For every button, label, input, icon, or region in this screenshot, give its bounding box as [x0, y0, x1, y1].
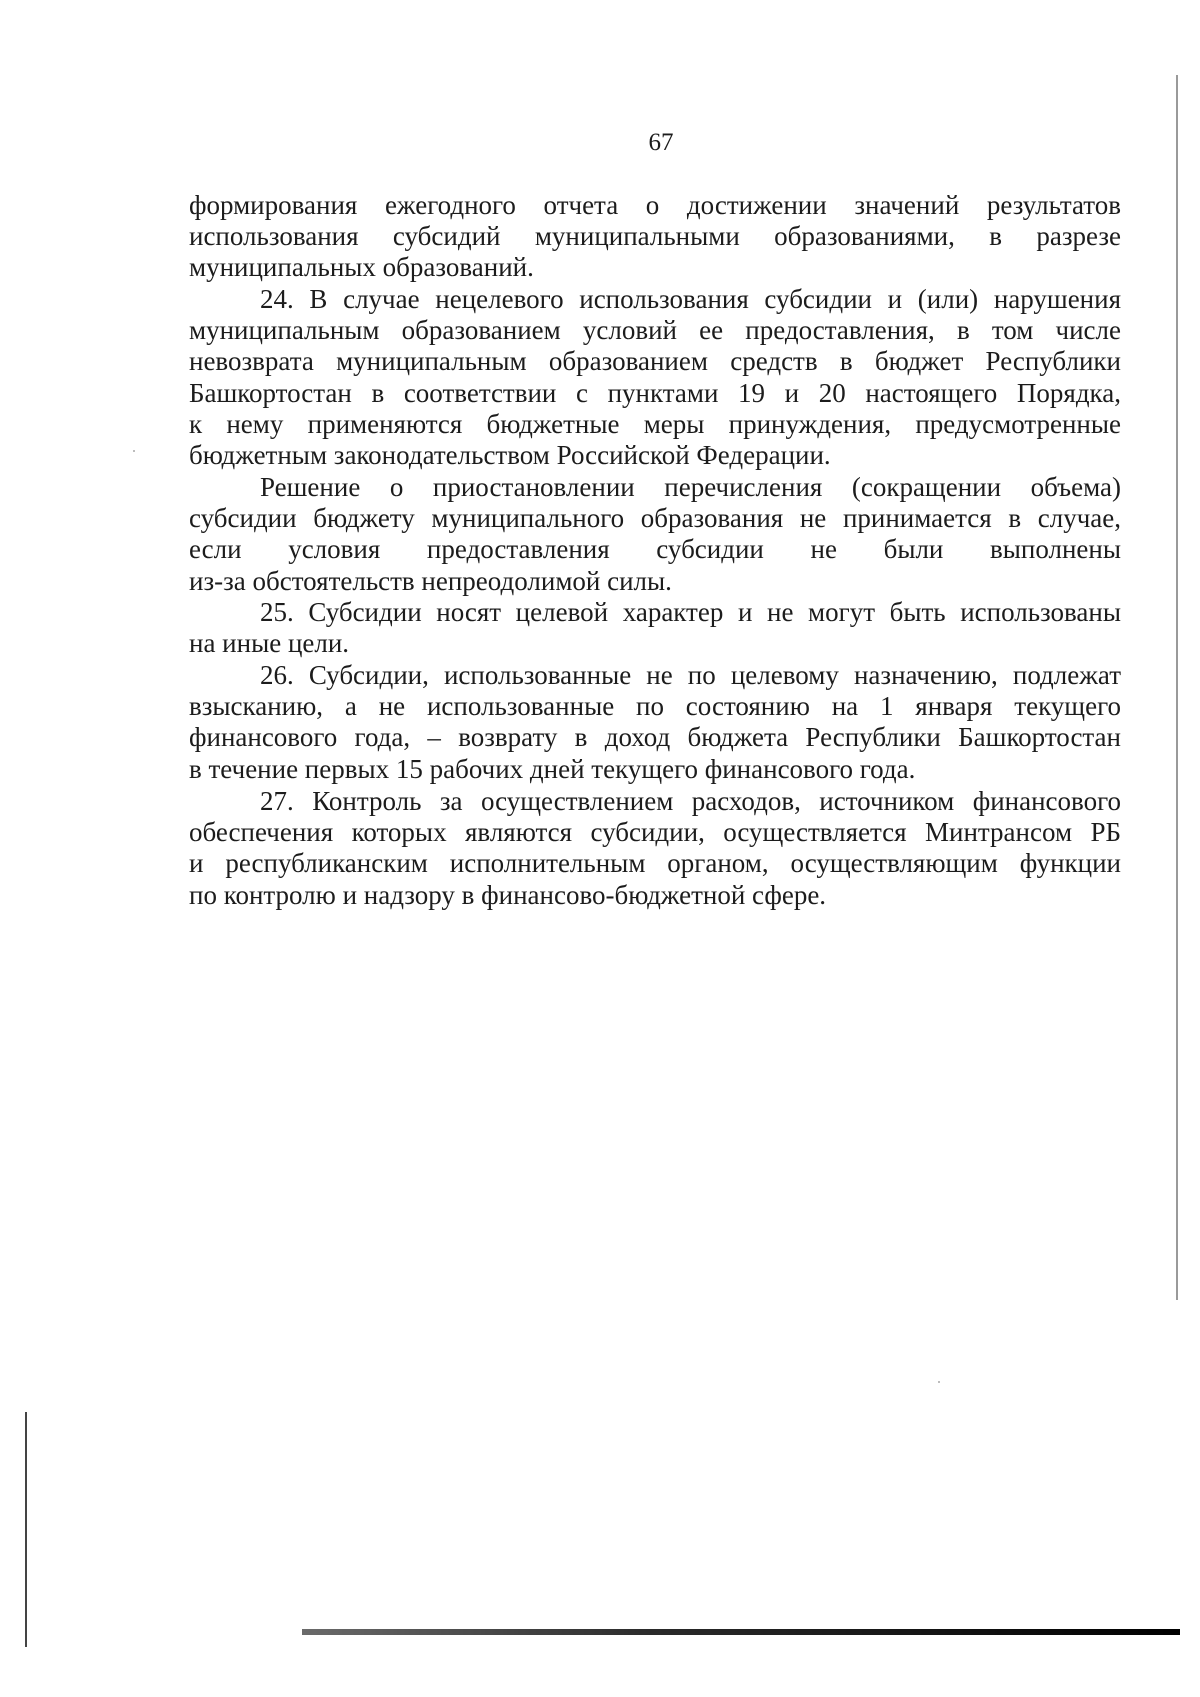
- paragraph-26-line-3: финансового года, – возврату в доход бюджета Республики Башкортостан: [189, 722, 1121, 752]
- paragraph-27-line-3: и республиканским исполнительным органом, осуществляющим функции: [189, 848, 1121, 878]
- paragraph-26-line-4: в течение первых 15 рабочих дней текущего финансового года.: [189, 754, 916, 784]
- scan-speck: [133, 450, 135, 452]
- paragraph-27-line-1: 27. Контроль за осуществлением расходов, источником финансового: [260, 786, 1121, 816]
- page-number: 67: [648, 129, 674, 156]
- paragraph-decision-line-2: субсидии бюджету муниципального образования не принимается в случае,: [189, 503, 1121, 533]
- paragraph-27-line-4: по контролю и надзору в финансово-бюджетной сфере.: [189, 880, 827, 910]
- paragraph-26-line-2: взысканию, а не использованные по состоянию на 1 января текущего: [189, 691, 1121, 721]
- paragraph-27-line-2: обеспечения которых являются субсидии, осуществляется Минтрансом РБ: [189, 817, 1121, 847]
- paragraph-1-line-1: формирования ежегодного отчета о достижении значений результатов: [189, 190, 1121, 220]
- scan-edge-right-line: [1176, 75, 1178, 1300]
- paragraph-26-line-1: 26. Субсидии, использованные не по целевому назначению, подлежат: [260, 660, 1121, 690]
- paragraph-24-line-1: 24. В случае нецелевого использования субсидии и (или) нарушения: [260, 284, 1121, 314]
- paragraph-24-line-6: бюджетным законодательством Российской Федерации.: [189, 440, 831, 470]
- paragraph-decision-line-1: Решение о приостановлении перечисления (сокращении объема): [260, 472, 1121, 502]
- paragraph-24-line-4: Башкортостан в соответствии с пунктами 19 и 20 настоящего Порядка,: [189, 378, 1121, 408]
- scan-edge-left-line: [25, 1412, 27, 1647]
- scan-speck: [938, 1381, 940, 1383]
- paragraph-1-line-3: муниципальных образований.: [189, 252, 534, 282]
- paragraph-24-line-2: муниципальным образованием условий ее предоставления, в том числе: [189, 315, 1121, 345]
- paragraph-25-line-1: 25. Субсидии носят целевой характер и не могут быть использованы: [260, 597, 1121, 627]
- paragraph-25-line-2: на иные цели.: [189, 628, 350, 658]
- scan-bottom-bar: [302, 1629, 1180, 1635]
- paragraph-24-line-5: к нему применяются бюджетные меры принуждения, предусмотренные: [189, 409, 1121, 439]
- paragraph-1-line-2: использования субсидий муниципальными образованиями, в разрезе: [189, 221, 1121, 251]
- paragraph-24-line-3: невозврата муниципальным образованием средств в бюджет Республики: [189, 346, 1121, 376]
- paragraph-decision-line-3: если условия предоставления субсидии не были выполнены: [189, 534, 1121, 564]
- paragraph-decision-line-4: из-за обстоятельств непреодолимой силы.: [189, 566, 672, 596]
